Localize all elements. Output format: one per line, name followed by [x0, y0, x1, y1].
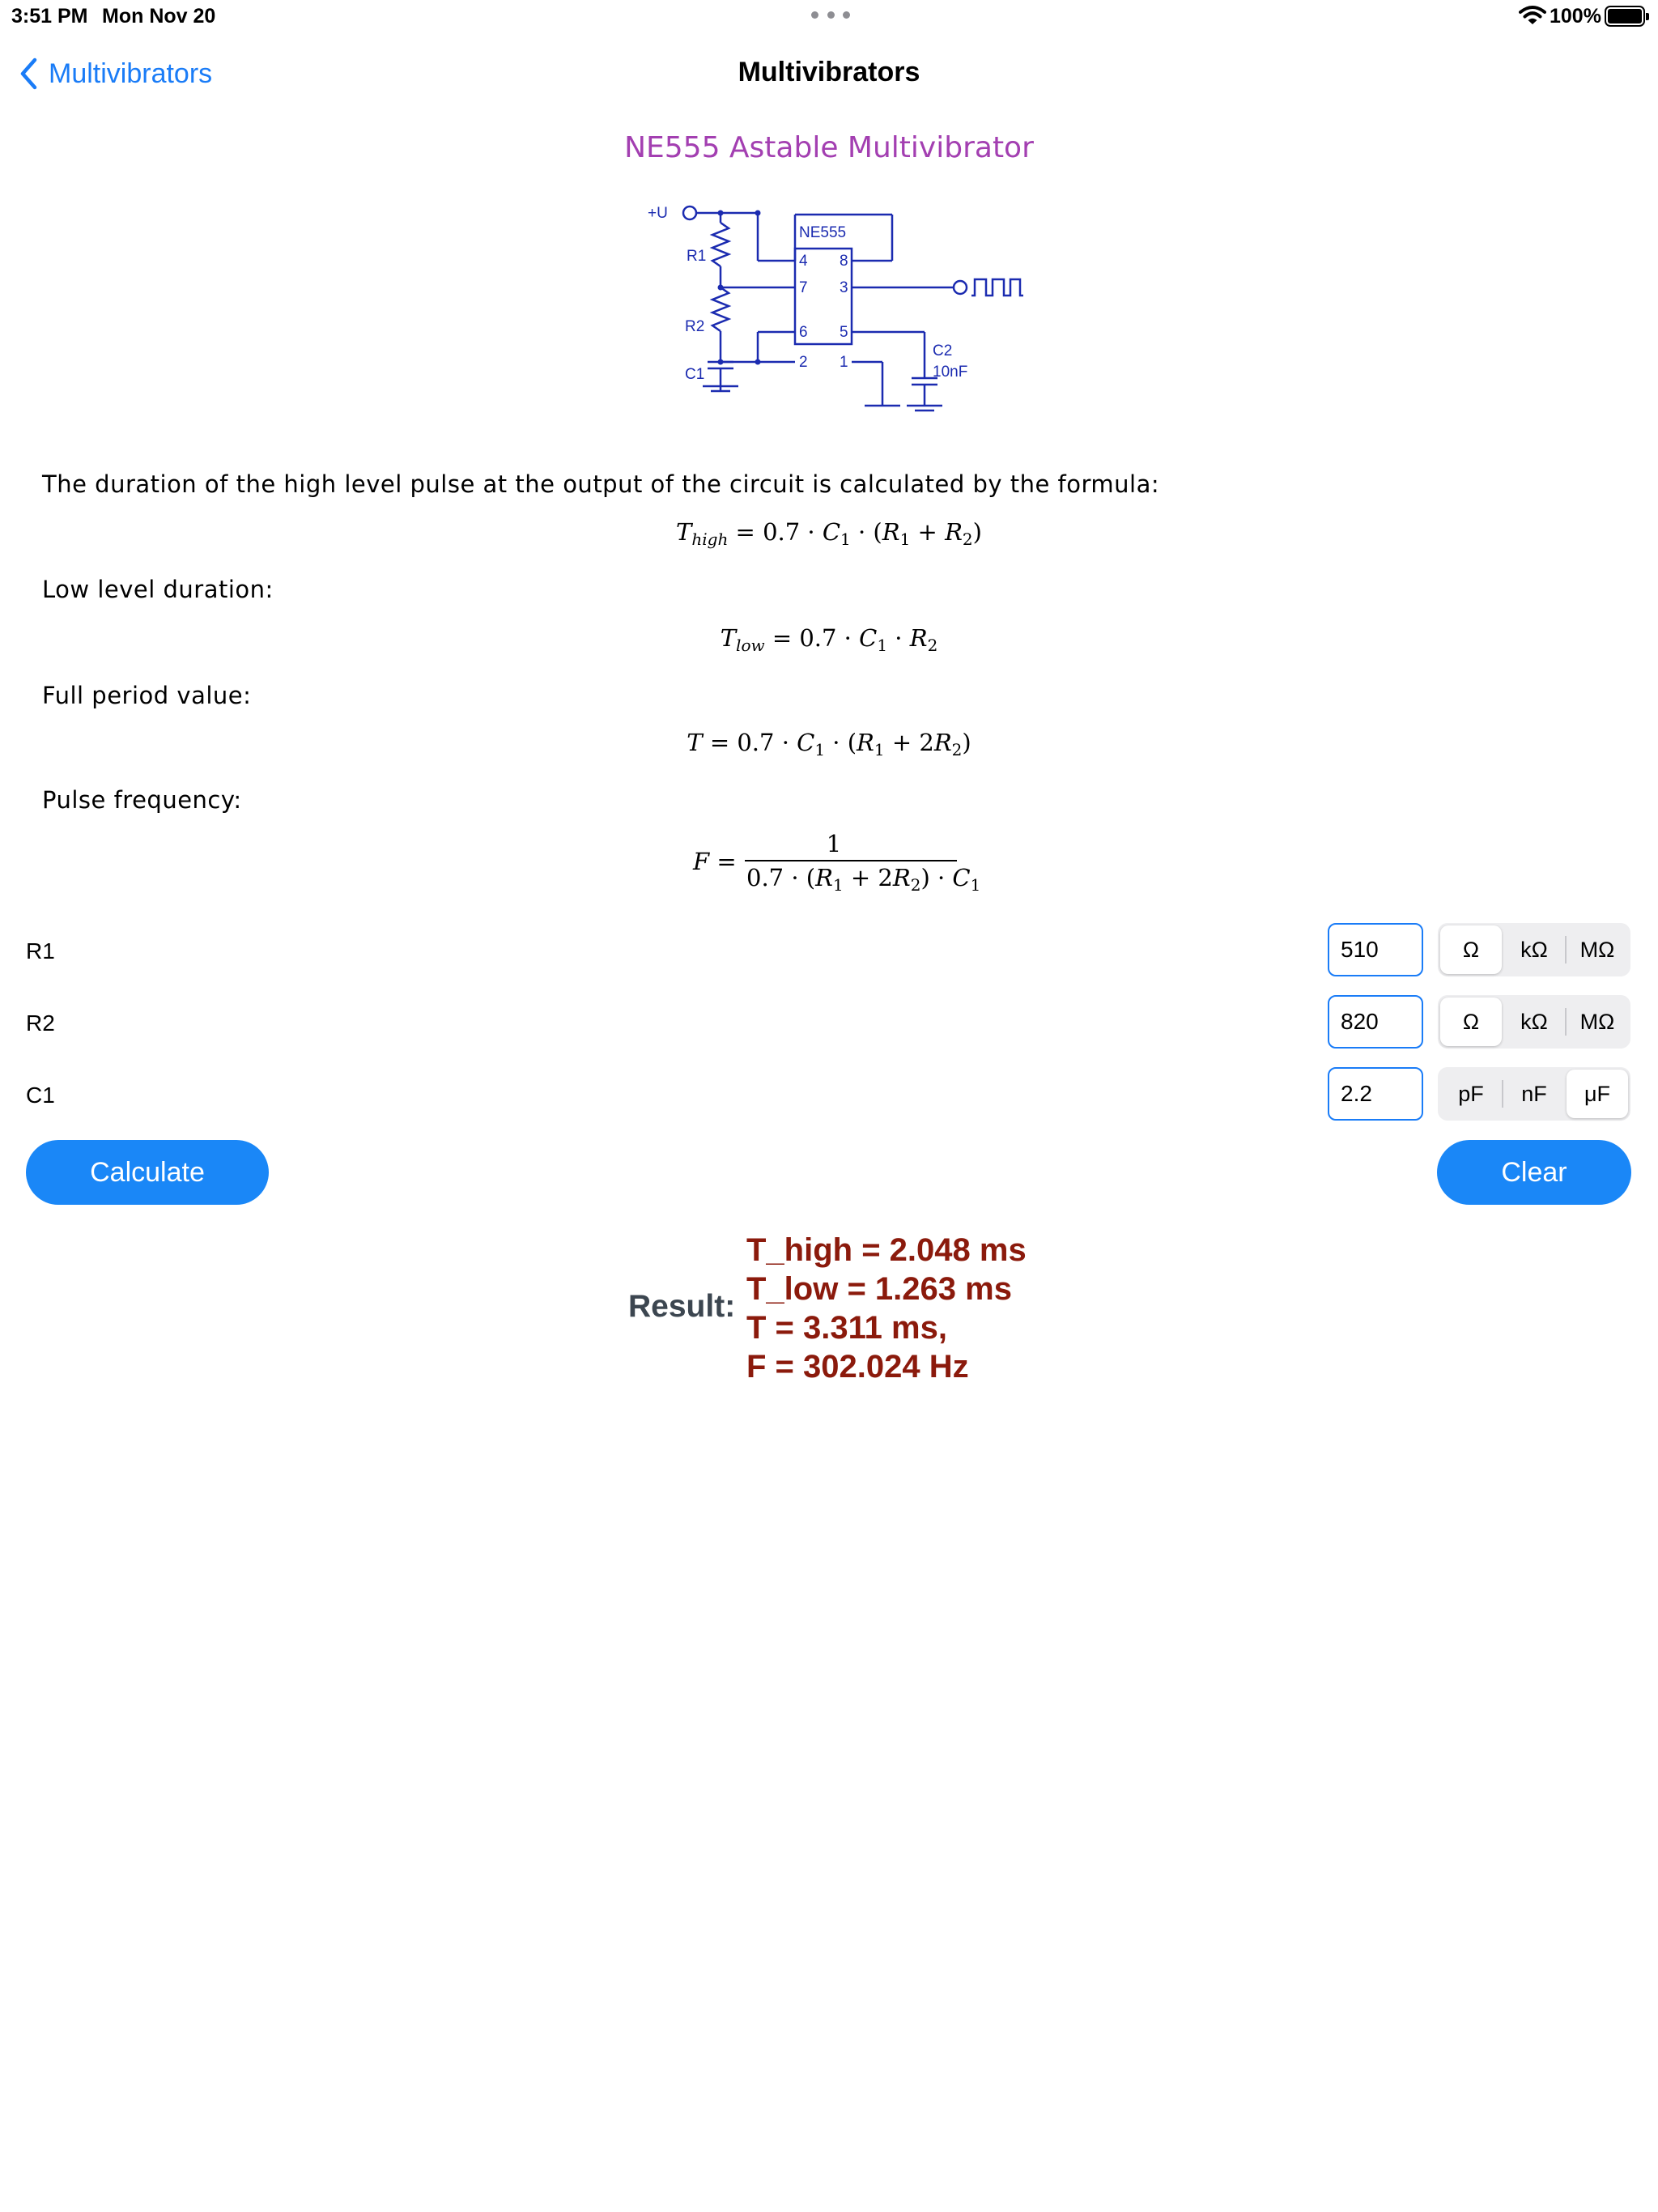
- r2-unit-selector[interactable]: [1438, 995, 1630, 1049]
- fraction-bar: [745, 860, 957, 861]
- pin-label: 8: [840, 253, 848, 270]
- c1-label: C1: [26, 1083, 55, 1108]
- r2-label: R2: [26, 1010, 55, 1036]
- wifi-icon: [1519, 5, 1546, 26]
- battery-percentage: 100%: [1550, 5, 1601, 28]
- pulse-frequency-label: Pulse frequency:: [42, 786, 242, 814]
- full-period-label: Full period value:: [42, 682, 252, 709]
- result-values: [746, 1231, 1027, 1386]
- result-frequency: F = 302.024 Hz: [746, 1349, 969, 1385]
- clear-button[interactable]: Clear: [1437, 1140, 1631, 1205]
- page-title: NE555 Astable Multivibrator: [624, 131, 1034, 164]
- chip-label: NE555: [799, 224, 847, 241]
- pin-label: 4: [799, 253, 808, 270]
- formula-frequency: [688, 830, 981, 903]
- c2-value: 10nF: [933, 364, 968, 381]
- back-label: Multivibrators: [49, 57, 213, 89]
- calculate-button[interactable]: Calculate: [26, 1140, 269, 1205]
- status-time: 3:51 PM: [11, 5, 88, 28]
- formula-t-high: $T_{high} = 0.7 \cdot C_1 \cdot (R_1 + R_2)$: [676, 518, 982, 549]
- pin-label: 5: [840, 324, 848, 341]
- result-t-high: T_high = 2.048 ms: [746, 1232, 1027, 1268]
- c1-unit-selector[interactable]: [1438, 1067, 1630, 1121]
- unit-segment[interactable]: pF: [1458, 1081, 1484, 1106]
- unit-segment[interactable]: Ω: [1440, 998, 1502, 1046]
- pin-label: 1: [840, 354, 848, 371]
- unit-segment[interactable]: MΩ: [1579, 1009, 1615, 1034]
- r1-label: R1: [26, 938, 55, 963]
- supply-label: +U: [648, 205, 668, 222]
- status-date: Mon Nov 20: [102, 5, 216, 28]
- nav-title: Multivibrators: [738, 57, 920, 87]
- c2-label: C2: [933, 342, 953, 359]
- low-level-label: Low level duration:: [42, 576, 274, 603]
- frequency-lhs: F =: [693, 848, 737, 875]
- unit-segment[interactable]: μF: [1567, 1070, 1628, 1118]
- multitasking-dots-icon[interactable]: [811, 8, 850, 21]
- unit-segment[interactable]: MΩ: [1579, 937, 1615, 962]
- battery-icon: [1605, 6, 1645, 27]
- intro-text: The duration of the high level pulse at the output of the circuit is calculated by the formula:: [42, 470, 1160, 498]
- unit-segment[interactable]: nF: [1521, 1081, 1547, 1106]
- formula-t-period: $T = 0.7 \cdot C_1 \cdot (R_1 + 2R_2)$: [687, 729, 971, 759]
- pin-label: 7: [799, 279, 808, 296]
- unit-segment[interactable]: Ω: [1440, 925, 1502, 974]
- c1-label: C1: [685, 366, 705, 383]
- r2-label: R2: [685, 318, 705, 335]
- r1-input[interactable]: [1328, 923, 1423, 976]
- r1-unit-selector[interactable]: [1438, 923, 1630, 976]
- status-bar: [0, 0, 1658, 36]
- circuit-diagram: [640, 198, 1028, 433]
- c1-input[interactable]: [1328, 1067, 1423, 1121]
- unit-segment[interactable]: kΩ: [1520, 937, 1548, 962]
- result-t-low: T_low = 1.263 ms: [746, 1271, 1012, 1307]
- result-t-period: T = 3.311 ms,: [746, 1310, 947, 1346]
- frequency-denominator: $0.7 \cdot (R_1 + 2R_2) \cdot C_1$: [746, 864, 981, 895]
- pin-label: 6: [799, 324, 808, 341]
- pin-label: 2: [799, 354, 808, 371]
- r1-label: R1: [687, 248, 707, 265]
- r2-input[interactable]: [1328, 995, 1423, 1049]
- formula-t-low: $T_{low} = 0.7 \cdot C_1 \cdot R_2$: [720, 624, 938, 655]
- result-label: Result:: [628, 1289, 736, 1324]
- pin-label: 3: [840, 279, 848, 296]
- frequency-numerator: 1: [826, 830, 842, 857]
- unit-segment[interactable]: kΩ: [1520, 1009, 1548, 1034]
